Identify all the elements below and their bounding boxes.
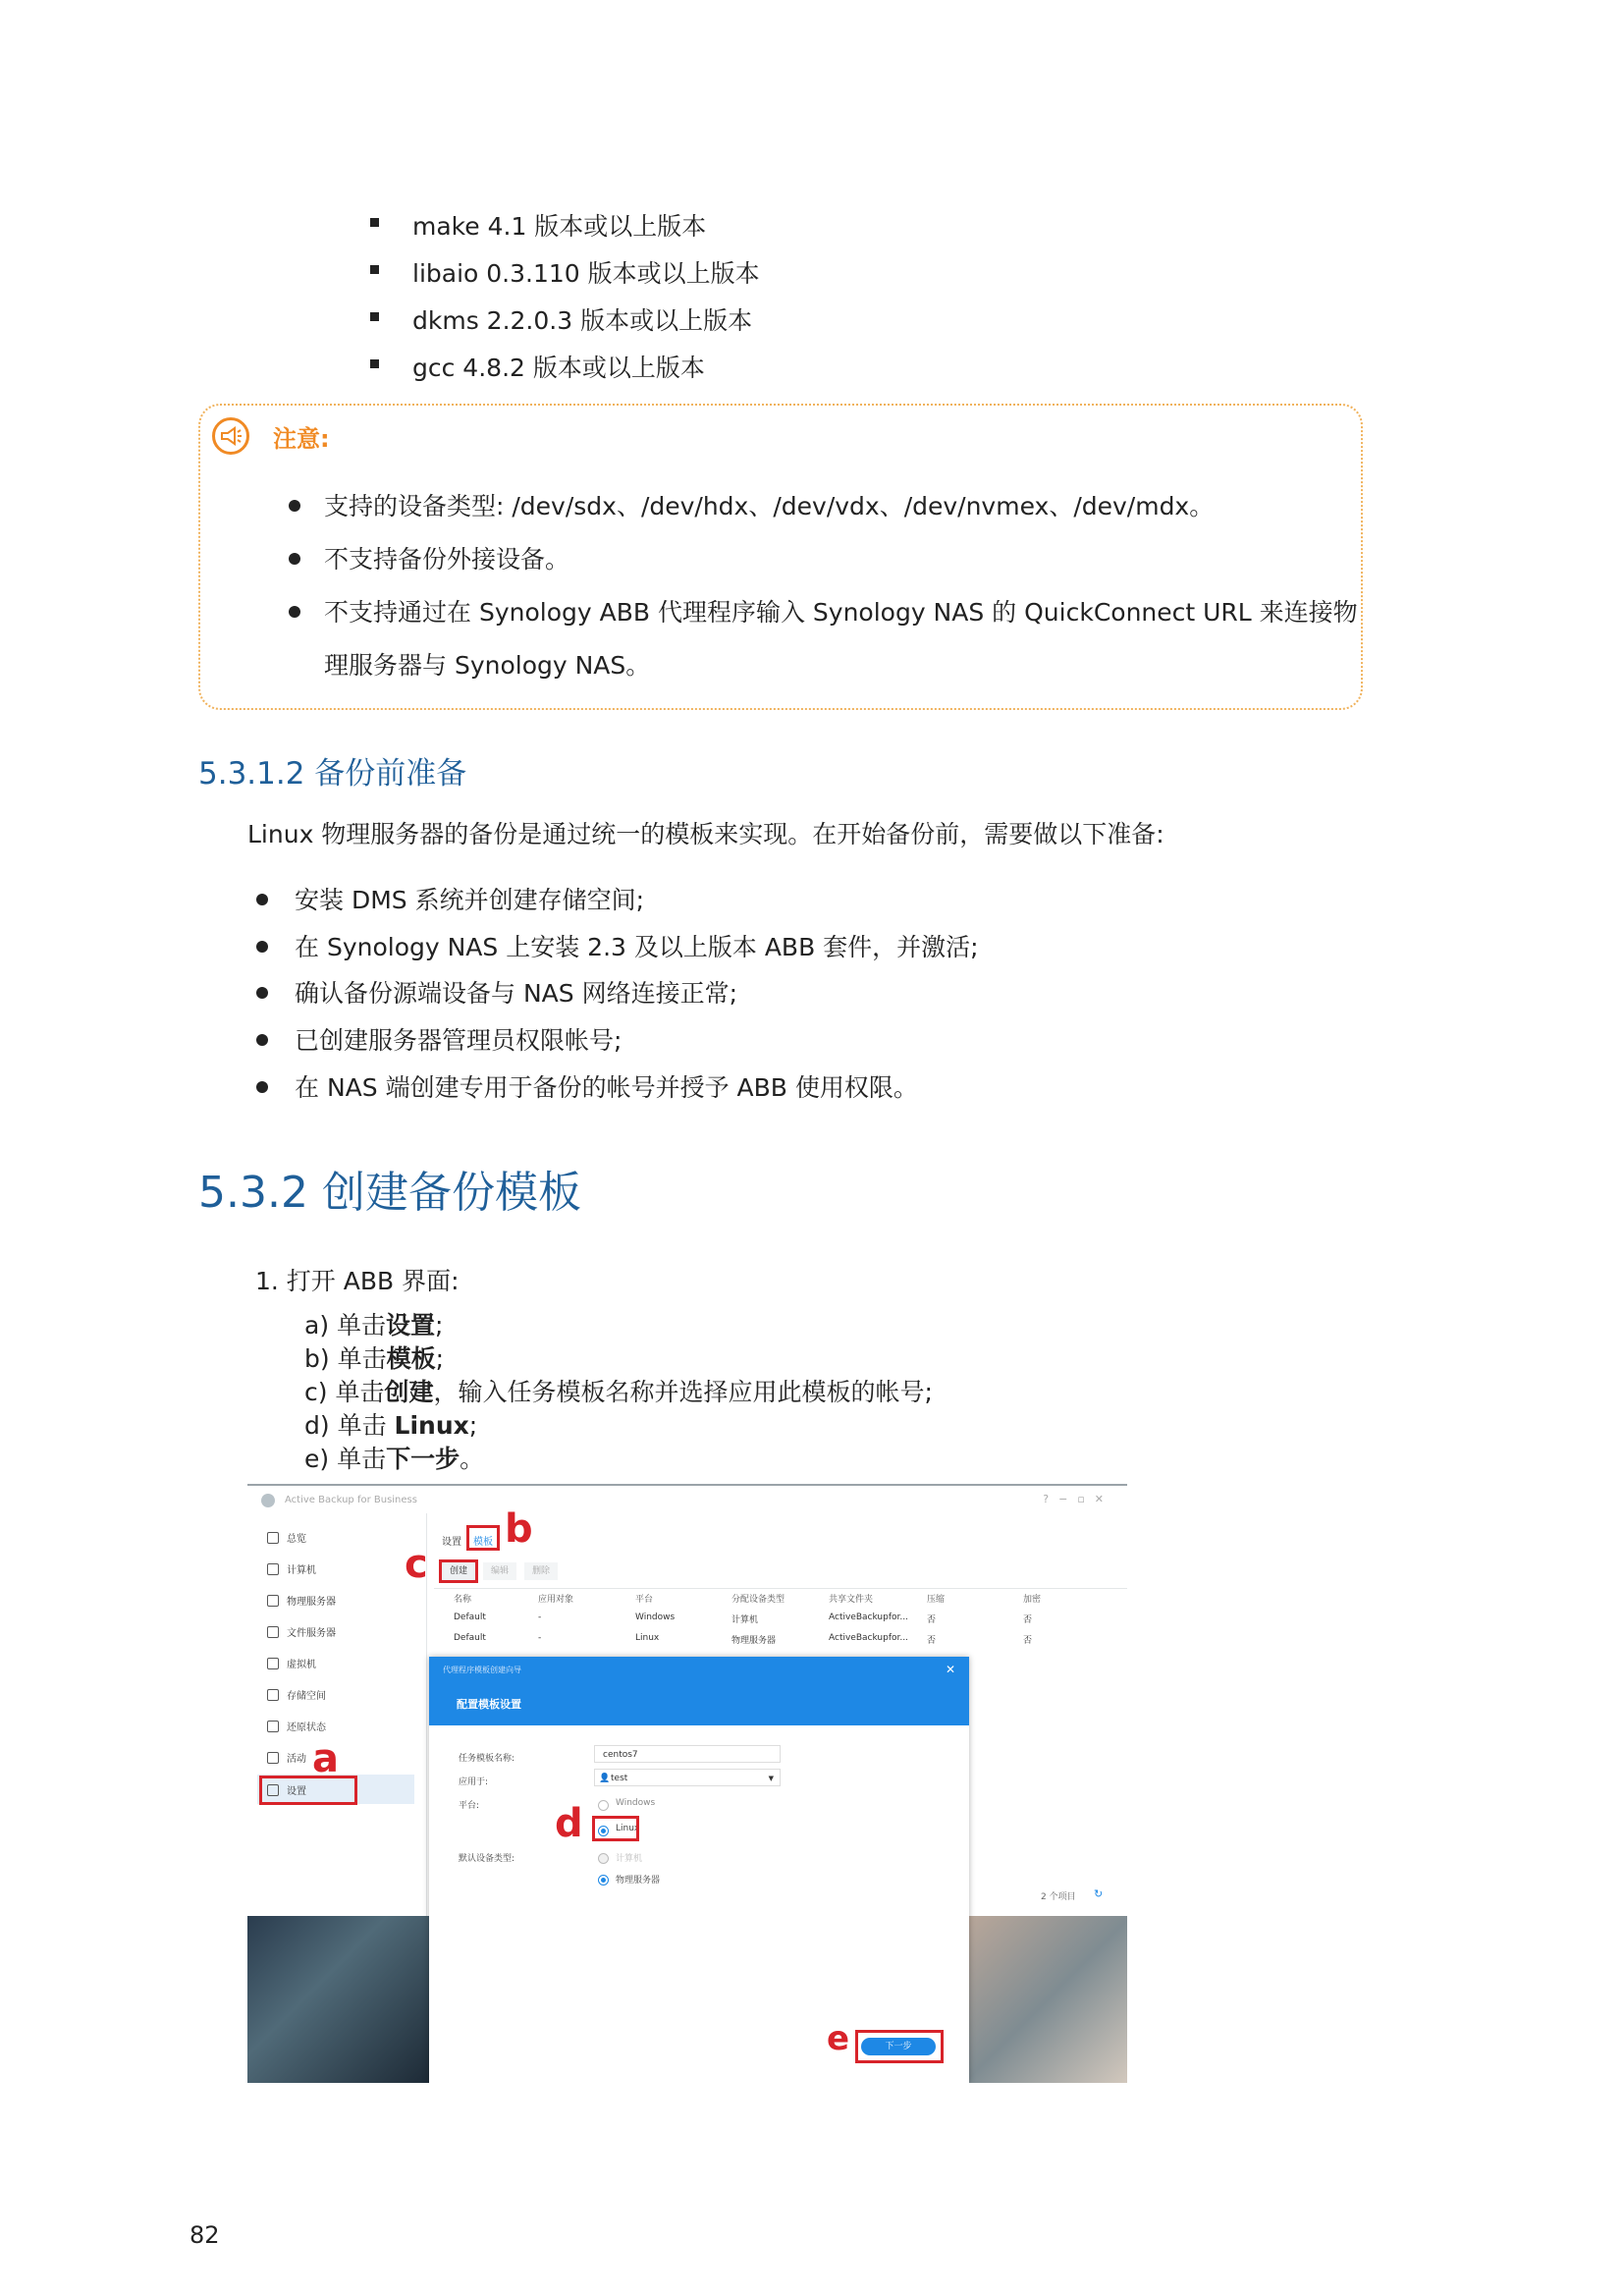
apply-label: 应用于: — [459, 1777, 489, 1787]
note-item: 理服务器与 Synology NAS。 — [324, 651, 651, 680]
sidebar-item-activity[interactable]: 活动 — [267, 1750, 306, 1765]
intro-paragraph: Linux 物理服务器的备份是通过统一的模板来实现。在开始备份前，需要做以下准备: — [247, 820, 1164, 848]
wallpaper-right — [969, 1916, 1127, 2083]
marker-box-e — [855, 2030, 944, 2063]
step-text: 1. 打开 ABB 界面: — [255, 1267, 460, 1295]
next-button[interactable]: 下一步 — [861, 2038, 936, 2055]
sidebar-item-vm[interactable]: 虚拟机 — [267, 1656, 316, 1670]
sidebar-item-overview[interactable]: 总览 — [267, 1530, 306, 1545]
marker-box-d — [592, 1816, 639, 1841]
wallpaper-left — [247, 1916, 429, 2083]
template-wizard-dialog — [429, 1657, 969, 2083]
create-button[interactable]: 创建 — [442, 1562, 475, 1580]
prep-item: 安装 DMS 系统并创建存储空间; — [295, 886, 645, 914]
delete-button[interactable]: 删除 — [524, 1562, 558, 1580]
app-logo-icon — [261, 1494, 275, 1507]
sidebar-item-restore[interactable]: 还原状态 — [267, 1719, 326, 1733]
sidebar-item-storage[interactable]: 存储空间 — [267, 1687, 326, 1702]
note-title: 注意: — [273, 425, 330, 453]
tab-template[interactable]: 模板 — [473, 1537, 493, 1548]
user-icon: 👤 — [599, 1774, 611, 1783]
marker-c: c — [405, 1542, 428, 1587]
note-box — [198, 404, 1363, 710]
sidebar-item-settings[interactable]: 设置 — [267, 1782, 306, 1797]
note-item: 支持的设备类型: /dev/sdx、/dev/hdx、/dev/vdx、/dev/nvmex、/dev/mdx。 — [324, 492, 1215, 520]
chevron-down-icon: ▼ — [768, 1775, 774, 1782]
template-name-input[interactable]: centos7 — [594, 1745, 781, 1763]
radio-windows[interactable] — [598, 1800, 609, 1811]
abb-screenshot: Active Backup for Business ?−▫✕ 总览 计算机 物理服务器 文件服务器 虚拟机 存储空间 还原状态 活动 设置 a 设置 模板 b 创建 编辑 删除 c 名称 应用对象 平台 分配设备类型 共享文件夹 压缩 加密 Default - Windows 计算机 ActiveBackupfor... 否 否 Default - Linux 物理服务器 ActiveBackupfor... 否 否 2 个项目 ↻ 代理程序模板创建向导 ✕ 配置模板设置 任务模板名称: centos7 应用于: 👤 test ▼ 平台: Windows Linux d 默认设备类型: 计算机 物理服务器 下一步 e — [247, 1484, 1127, 2083]
substep-e: e) 单击下一步。 — [304, 1445, 485, 1473]
marker-box-b — [466, 1525, 500, 1551]
item-count: 2 个项目 — [1041, 1892, 1076, 1902]
radio-physical-server[interactable] — [598, 1875, 609, 1886]
megaphone-icon — [212, 417, 249, 455]
platform-label: 平台: — [459, 1801, 480, 1811]
option-linux-label: Linux — [616, 1824, 640, 1833]
substep-a: a) 单击设置; — [304, 1311, 444, 1339]
prep-item: 在 Synology NAS 上安装 2.3 及以上版本 ABB 套件，并激活; — [295, 933, 979, 961]
sidebar-item-file-server[interactable]: 文件服务器 — [267, 1624, 336, 1639]
marker-e: e — [827, 2019, 850, 2058]
window-titlebar — [247, 1484, 1127, 1515]
dialog-small-title: 代理程序模板创建向导 — [443, 1666, 521, 1674]
device-label: 默认设备类型: — [459, 1854, 515, 1864]
col-header[interactable]: 名称 — [454, 1595, 472, 1605]
sidebar-item-computer[interactable]: 计算机 — [267, 1561, 316, 1576]
tab-settings[interactable]: 设置 — [442, 1537, 461, 1548]
note-item: 不支持备份外接设备。 — [324, 545, 570, 574]
apply-to-select[interactable]: 👤 test ▼ — [594, 1769, 781, 1786]
col-header[interactable]: 压缩 — [927, 1595, 946, 1605]
edit-button[interactable]: 编辑 — [483, 1562, 516, 1580]
prep-item: 确认备份源端设备与 NAS 网络连接正常; — [295, 979, 737, 1008]
option-computer-label: 计算机 — [616, 1854, 643, 1864]
col-header[interactable]: 平台 — [635, 1595, 654, 1605]
col-header[interactable]: 加密 — [1023, 1595, 1042, 1605]
section-heading: 5.3.1.2 备份前准备 — [198, 756, 467, 792]
dialog-header — [429, 1657, 969, 1725]
app-title: Active Backup for Business — [285, 1495, 417, 1505]
marker-a: a — [312, 1736, 339, 1781]
substep-c: c) 单击创建，输入任务模板名称并选择应用此模板的帐号; — [304, 1378, 933, 1406]
section-heading: 5.3.2 创建备份模板 — [198, 1168, 581, 1218]
option-physical-server-label: 物理服务器 — [616, 1876, 661, 1886]
close-icon[interactable]: ✕ — [945, 1663, 955, 1676]
marker-box-c — [439, 1559, 478, 1583]
sidebar-item-physical-server[interactable]: 物理服务器 — [267, 1593, 336, 1608]
col-header[interactable]: 应用对象 — [538, 1595, 574, 1605]
substep-b: b) 单击模板; — [304, 1344, 445, 1373]
name-label: 任务模板名称: — [459, 1754, 515, 1764]
refresh-icon[interactable]: ↻ — [1094, 1887, 1104, 1900]
marker-d: d — [555, 1801, 583, 1846]
prep-item: 已创建服务器管理员权限帐号; — [295, 1026, 623, 1055]
marker-box-a — [259, 1776, 357, 1805]
substep-d: d) 单击 Linux; — [304, 1411, 478, 1440]
col-header[interactable]: 分配设备类型 — [731, 1595, 785, 1605]
prep-item: 在 NAS 端创建专用于备份的帐号并授予 ABB 使用权限。 — [295, 1073, 918, 1102]
option-windows-label: Windows — [616, 1798, 656, 1808]
col-header[interactable]: 共享文件夹 — [829, 1595, 874, 1605]
page-number: 82 — [189, 2221, 220, 2249]
radio-computer[interactable] — [598, 1853, 609, 1864]
window-controls[interactable]: ?−▫✕ — [1043, 1493, 1113, 1505]
marker-b: b — [505, 1506, 533, 1552]
note-item: 不支持通过在 Synology ABB 代理程序输入 Synology NAS 的 QuickConnect URL 来连接物 — [324, 598, 1358, 627]
dialog-title: 配置模板设置 — [457, 1698, 521, 1711]
